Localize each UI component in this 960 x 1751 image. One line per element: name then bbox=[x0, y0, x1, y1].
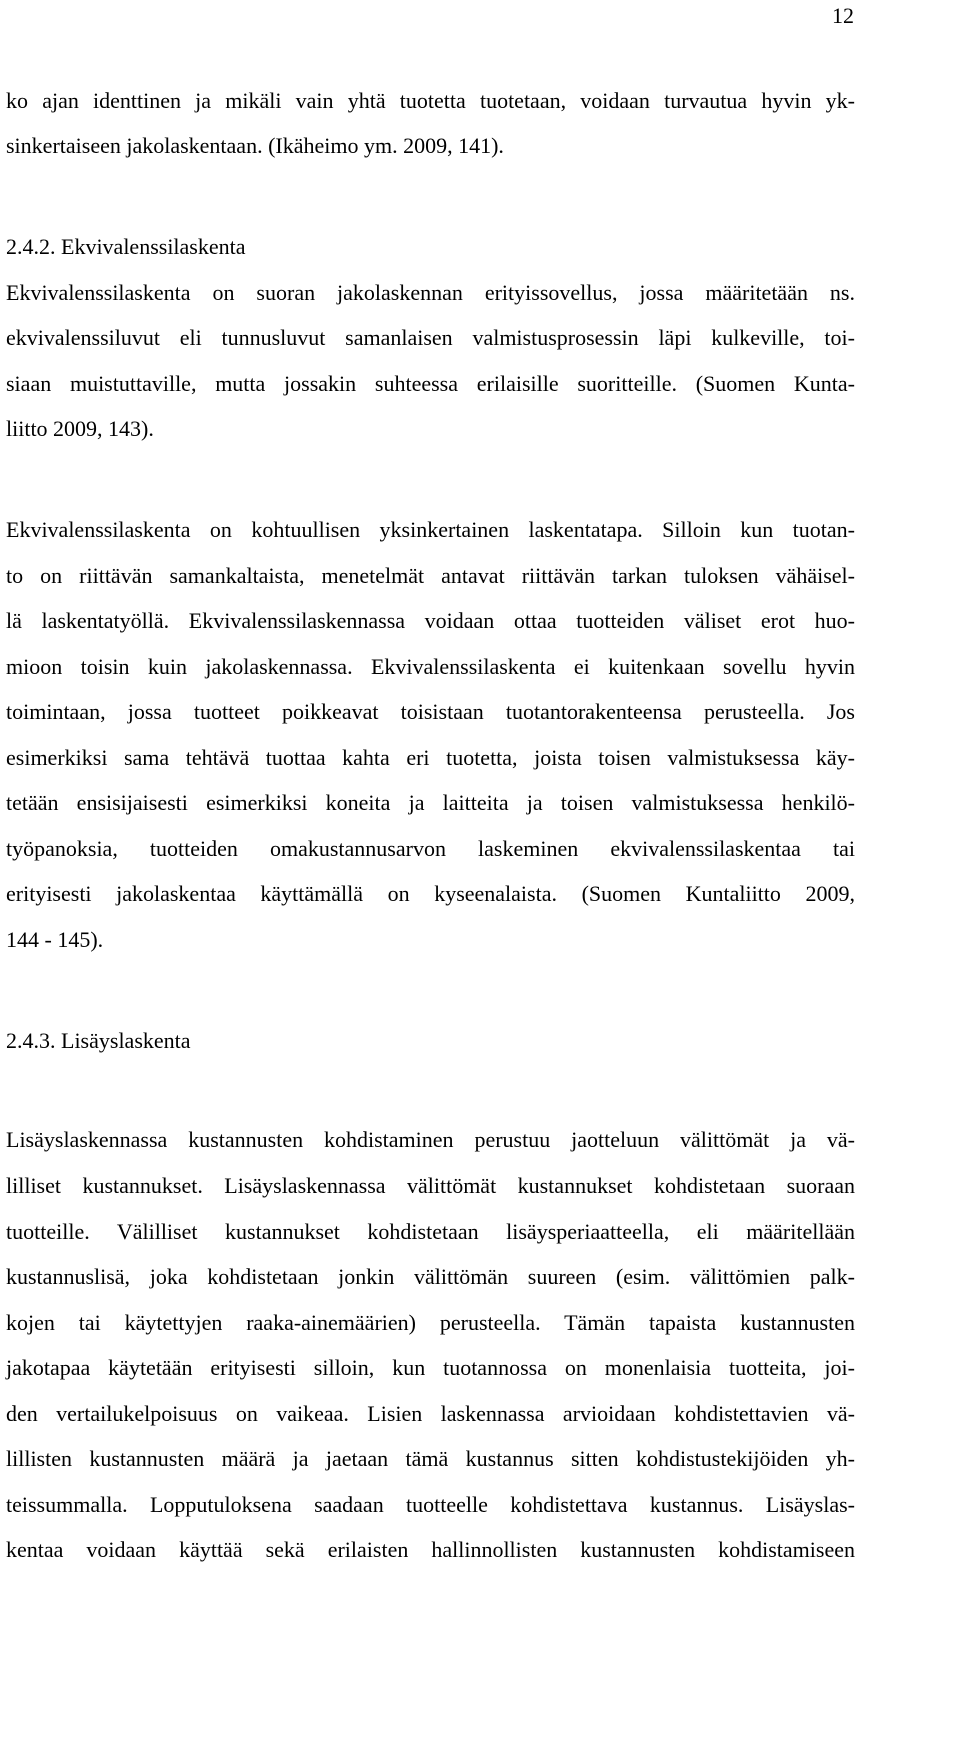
text-line: työpanoksia, tuotteiden omakustannusarvon laskeminen ekvivalenssilaskentaa tai bbox=[6, 836, 855, 861]
text-line: teissummalla. Lopputuloksena saadaan tuotteelle kohdistettava kustannus. Lisäyslas- bbox=[6, 1492, 855, 1517]
text-line: kojen tai käytettyjen raaka-ainemäärien) perusteella. Tämän tapaista kustannusten bbox=[6, 1310, 855, 1335]
text-line: esimerkiksi sama tehtävä tuottaa kahta eri tuotetta, joista toisen valmistuksessa käy- bbox=[6, 745, 855, 770]
text-line: tetään ensisijaisesti esimerkiksi koneita ja laitteita ja toisen valmistuksessa henkilö- bbox=[6, 790, 855, 815]
text-line: den vertailukelpoisuus on vaikeaa. Lisien laskennassa arvioidaan kohdistettavien vä- bbox=[6, 1401, 855, 1426]
text-line: kentaa voidaan käyttää sekä erilaisten hallinnollisten kustannusten kohdistamiseen bbox=[6, 1537, 855, 1562]
text-line: ekvivalenssiluvut eli tunnusluvut samanlaisen valmistusprosessin läpi kulkeville, toi- bbox=[6, 325, 855, 350]
text-line: siaan muistuttaville, mutta jossakin suhteessa erilaisille suoritteille. (Suomen Kunta- bbox=[6, 371, 855, 396]
text-line: toimintaan, jossa tuotteet poikkeavat toisistaan tuotantorakenteensa perusteella. Jos bbox=[6, 699, 855, 724]
section-heading-2-4-2: 2.4.2. Ekvivalenssilaskenta bbox=[6, 234, 246, 259]
text-line: kustannuslisä, joka kohdistetaan jonkin välittömän suureen (esim. välittömien palk- bbox=[6, 1264, 855, 1289]
text-line: Lisäyslaskennassa kustannusten kohdistaminen perustuu jaotteluun välittömät ja vä- bbox=[6, 1127, 855, 1152]
text-line: Ekvivalenssilaskenta on kohtuullisen yksinkertainen laskentatapa. Silloin kun tuotan- bbox=[6, 517, 855, 542]
text-line: lä laskentatyöllä. Ekvivalenssilaskennassa voidaan ottaa tuotteiden väliset erot huo- bbox=[6, 608, 855, 633]
text-line: jakotapaa käytetään erityisesti silloin, kun tuotannossa on monenlaisia tuotteita, joi- bbox=[6, 1355, 855, 1380]
text-line: tuotteille. Välilliset kustannukset kohdistetaan lisäysperiaatteella, eli määritellään bbox=[6, 1219, 855, 1244]
page-number: 12 bbox=[832, 3, 854, 28]
text-line: Ekvivalenssilaskenta on suoran jakolaskennan erityissovellus, jossa määritetään ns. bbox=[6, 280, 855, 305]
text-line: erityisesti jakolaskentaa käyttämällä on kyseenalaista. (Suomen Kuntaliitto 2009, bbox=[6, 881, 855, 906]
text-line: lilliset kustannukset. Lisäyslaskennassa välittömät kustannukset kohdistetaan suoraan bbox=[6, 1173, 855, 1198]
text-line: to on riittävän samankaltaista, menetelmät antavat riittävän tarkan tuloksen vähäisel- bbox=[6, 563, 855, 588]
text-line: liitto 2009, 143). bbox=[6, 416, 154, 441]
text-line: 144 - 145). bbox=[6, 927, 104, 952]
text-line: lillisten kustannusten määrä ja jaetaan tämä kustannus sitten kohdistustekijöiden yh- bbox=[6, 1446, 855, 1471]
text-line: ko ajan identtinen ja mikäli vain yhtä tuotetta tuotetaan, voidaan turvautua hyvin yk- bbox=[6, 88, 855, 113]
section-heading-2-4-3: 2.4.3. Lisäyslaskenta bbox=[6, 1028, 191, 1053]
text-line: mioon toisin kuin jakolaskennassa. Ekvivalenssilaskenta ei kuitenkaan sovellu hyvin bbox=[6, 654, 855, 679]
text-line: sinkertaiseen jakolaskentaan. (Ikäheimo ym. 2009, 141). bbox=[6, 133, 504, 158]
